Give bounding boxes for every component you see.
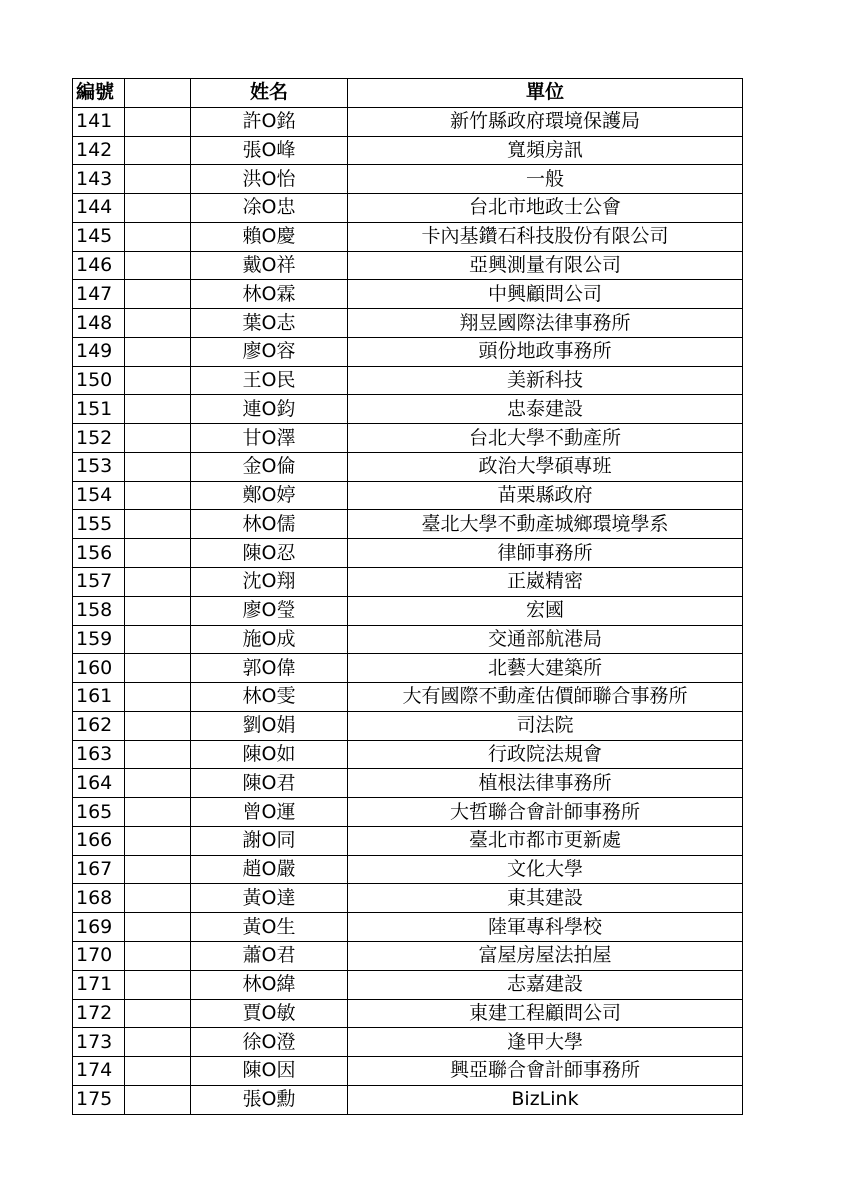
table-row	[73, 683, 743, 712]
row-number: 152	[73, 424, 125, 453]
row-name: 甘O澤	[191, 424, 348, 453]
row-blank-cell	[125, 452, 191, 481]
row-unit: 政治大學碩專班	[348, 452, 743, 481]
table-row	[73, 941, 743, 970]
row-blank-cell	[125, 654, 191, 683]
row-name: 謝O同	[191, 826, 348, 855]
row-name: 曾O運	[191, 798, 348, 827]
table-row	[73, 452, 743, 481]
row-number: 154	[73, 481, 125, 510]
row-blank-cell	[125, 136, 191, 165]
table-row	[73, 510, 743, 539]
table-row	[73, 740, 743, 769]
row-unit: 苗栗縣政府	[348, 481, 743, 510]
row-blank-cell	[125, 251, 191, 280]
table-row	[73, 165, 743, 194]
row-unit: 亞興測量有限公司	[348, 251, 743, 280]
row-blank-cell	[125, 337, 191, 366]
table-header-row	[73, 79, 743, 108]
table-row	[73, 424, 743, 453]
row-unit: 大有國際不動產估價師聯合事務所	[348, 683, 743, 712]
row-name: 金O倫	[191, 452, 348, 481]
row-unit: 北藝大建築所	[348, 654, 743, 683]
row-unit: 一般	[348, 165, 743, 194]
table-row	[73, 798, 743, 827]
row-name: 鄭O婷	[191, 481, 348, 510]
row-blank-cell	[125, 826, 191, 855]
row-unit: 中興顧問公司	[348, 280, 743, 309]
row-unit: 交通部航港局	[348, 625, 743, 654]
row-name: 蕭O君	[191, 941, 348, 970]
row-unit: 台北大學不動產所	[348, 424, 743, 453]
table-row	[73, 625, 743, 654]
row-name: 施O成	[191, 625, 348, 654]
row-number: 166	[73, 826, 125, 855]
row-unit: 大哲聯合會計師事務所	[348, 798, 743, 827]
row-name: 林O儒	[191, 510, 348, 539]
row-number: 169	[73, 913, 125, 942]
row-blank-cell	[125, 194, 191, 223]
row-unit: 興亞聯合會計師事務所	[348, 1057, 743, 1086]
row-blank-cell	[125, 798, 191, 827]
row-unit: 富屋房屋法拍屋	[348, 941, 743, 970]
row-number: 156	[73, 539, 125, 568]
row-number: 144	[73, 194, 125, 223]
row-name: 林O緯	[191, 970, 348, 999]
row-blank-cell	[125, 999, 191, 1028]
row-number: 150	[73, 366, 125, 395]
row-number: 175	[73, 1085, 125, 1114]
table-row	[73, 711, 743, 740]
table-row	[73, 136, 743, 165]
row-number: 167	[73, 855, 125, 884]
table-row	[73, 222, 743, 251]
row-unit: 臺北市都市更新處	[348, 826, 743, 855]
row-blank-cell	[125, 683, 191, 712]
table-row	[73, 107, 743, 136]
table-row	[73, 1028, 743, 1057]
row-blank-cell	[125, 510, 191, 539]
row-number: 171	[73, 970, 125, 999]
row-number: 145	[73, 222, 125, 251]
row-name: 洪O怡	[191, 165, 348, 194]
row-blank-cell	[125, 855, 191, 884]
row-blank-cell	[125, 884, 191, 913]
row-name: 黃O生	[191, 913, 348, 942]
row-number: 173	[73, 1028, 125, 1057]
row-number: 163	[73, 740, 125, 769]
row-unit: 臺北大學不動產城鄉環境學系	[348, 510, 743, 539]
table-row	[73, 654, 743, 683]
row-blank-cell	[125, 165, 191, 194]
row-name: 黃O達	[191, 884, 348, 913]
row-number: 157	[73, 568, 125, 597]
row-unit: 卡內基鑽石科技股份有限公司	[348, 222, 743, 251]
row-number: 158	[73, 596, 125, 625]
row-name: 葉O志	[191, 309, 348, 338]
row-unit: 頭份地政事務所	[348, 337, 743, 366]
row-number: 165	[73, 798, 125, 827]
row-number: 168	[73, 884, 125, 913]
row-number: 164	[73, 769, 125, 798]
row-name: 陳O忍	[191, 539, 348, 568]
row-name: 王O民	[191, 366, 348, 395]
row-blank-cell	[125, 625, 191, 654]
row-blank-cell	[125, 280, 191, 309]
row-name: 趙O嚴	[191, 855, 348, 884]
row-blank-cell	[125, 711, 191, 740]
row-number: 153	[73, 452, 125, 481]
row-name: 張O勳	[191, 1085, 348, 1114]
row-unit: 東建工程顧問公司	[348, 999, 743, 1028]
row-name: 徐O澄	[191, 1028, 348, 1057]
table-row	[73, 280, 743, 309]
row-name: 戴O祥	[191, 251, 348, 280]
table-row	[73, 251, 743, 280]
row-name: 劉O娟	[191, 711, 348, 740]
row-number: 160	[73, 654, 125, 683]
row-unit: BizLink	[348, 1085, 743, 1114]
row-blank-cell	[125, 740, 191, 769]
row-number: 170	[73, 941, 125, 970]
row-unit: 正崴精密	[348, 568, 743, 597]
table-row	[73, 884, 743, 913]
row-blank-cell	[125, 568, 191, 597]
table-row	[73, 194, 743, 223]
table-row	[73, 855, 743, 884]
row-unit: 翔昱國際法律事務所	[348, 309, 743, 338]
row-number: 142	[73, 136, 125, 165]
row-unit: 律師事務所	[348, 539, 743, 568]
table-row	[73, 309, 743, 338]
table-row	[73, 913, 743, 942]
row-unit: 寬頻房訊	[348, 136, 743, 165]
row-name: 陳O君	[191, 769, 348, 798]
row-number: 172	[73, 999, 125, 1028]
row-number: 161	[73, 683, 125, 712]
row-blank-cell	[125, 913, 191, 942]
header-blank	[125, 79, 191, 108]
table-row	[73, 596, 743, 625]
row-number: 148	[73, 309, 125, 338]
table-row	[73, 395, 743, 424]
row-name: 林O雯	[191, 683, 348, 712]
row-unit: 植根法律事務所	[348, 769, 743, 798]
row-number: 149	[73, 337, 125, 366]
row-number: 141	[73, 107, 125, 136]
table-row	[73, 769, 743, 798]
row-number: 151	[73, 395, 125, 424]
row-name: 陳O因	[191, 1057, 348, 1086]
row-name: 賈O敏	[191, 999, 348, 1028]
row-number: 159	[73, 625, 125, 654]
row-blank-cell	[125, 539, 191, 568]
attendee-table	[72, 78, 743, 1115]
row-unit: 美新科技	[348, 366, 743, 395]
row-blank-cell	[125, 395, 191, 424]
row-blank-cell	[125, 107, 191, 136]
table-row	[73, 337, 743, 366]
row-name: 許O銘	[191, 107, 348, 136]
header-number: 編號	[73, 79, 125, 108]
table-row	[73, 1085, 743, 1114]
table-row	[73, 568, 743, 597]
row-name: 連O鈞	[191, 395, 348, 424]
row-blank-cell	[125, 222, 191, 251]
row-blank-cell	[125, 941, 191, 970]
table-row	[73, 970, 743, 999]
row-name: 沈O翔	[191, 568, 348, 597]
row-unit: 忠泰建設	[348, 395, 743, 424]
row-blank-cell	[125, 970, 191, 999]
row-number: 143	[73, 165, 125, 194]
row-unit: 東其建設	[348, 884, 743, 913]
header-name: 姓名	[191, 79, 348, 108]
row-number: 147	[73, 280, 125, 309]
row-name: 廖O容	[191, 337, 348, 366]
row-name: 林O霖	[191, 280, 348, 309]
row-blank-cell	[125, 481, 191, 510]
row-blank-cell	[125, 1028, 191, 1057]
row-unit: 文化大學	[348, 855, 743, 884]
row-number: 155	[73, 510, 125, 539]
row-blank-cell	[125, 596, 191, 625]
row-blank-cell	[125, 366, 191, 395]
table-row	[73, 999, 743, 1028]
row-blank-cell	[125, 1085, 191, 1114]
row-name: 陳O如	[191, 740, 348, 769]
row-blank-cell	[125, 424, 191, 453]
row-name: 郭O偉	[191, 654, 348, 683]
row-unit: 逢甲大學	[348, 1028, 743, 1057]
row-number: 162	[73, 711, 125, 740]
row-blank-cell	[125, 309, 191, 338]
table-row	[73, 1057, 743, 1086]
table-row	[73, 539, 743, 568]
table-row	[73, 826, 743, 855]
row-unit: 志嘉建設	[348, 970, 743, 999]
row-blank-cell	[125, 769, 191, 798]
row-unit: 行政院法規會	[348, 740, 743, 769]
row-unit: 陸軍專科學校	[348, 913, 743, 942]
row-unit: 新竹縣政府環境保護局	[348, 107, 743, 136]
row-unit: 台北市地政士公會	[348, 194, 743, 223]
row-name: 張O峰	[191, 136, 348, 165]
table-body	[73, 107, 743, 1114]
row-unit: 宏國	[348, 596, 743, 625]
row-name: 廖O瑩	[191, 596, 348, 625]
row-number: 174	[73, 1057, 125, 1086]
row-blank-cell	[125, 1057, 191, 1086]
row-name: 凃O忠	[191, 194, 348, 223]
header-unit: 單位	[348, 79, 743, 108]
table-row	[73, 481, 743, 510]
table-row	[73, 366, 743, 395]
row-number: 146	[73, 251, 125, 280]
row-name: 賴O慶	[191, 222, 348, 251]
row-unit: 司法院	[348, 711, 743, 740]
